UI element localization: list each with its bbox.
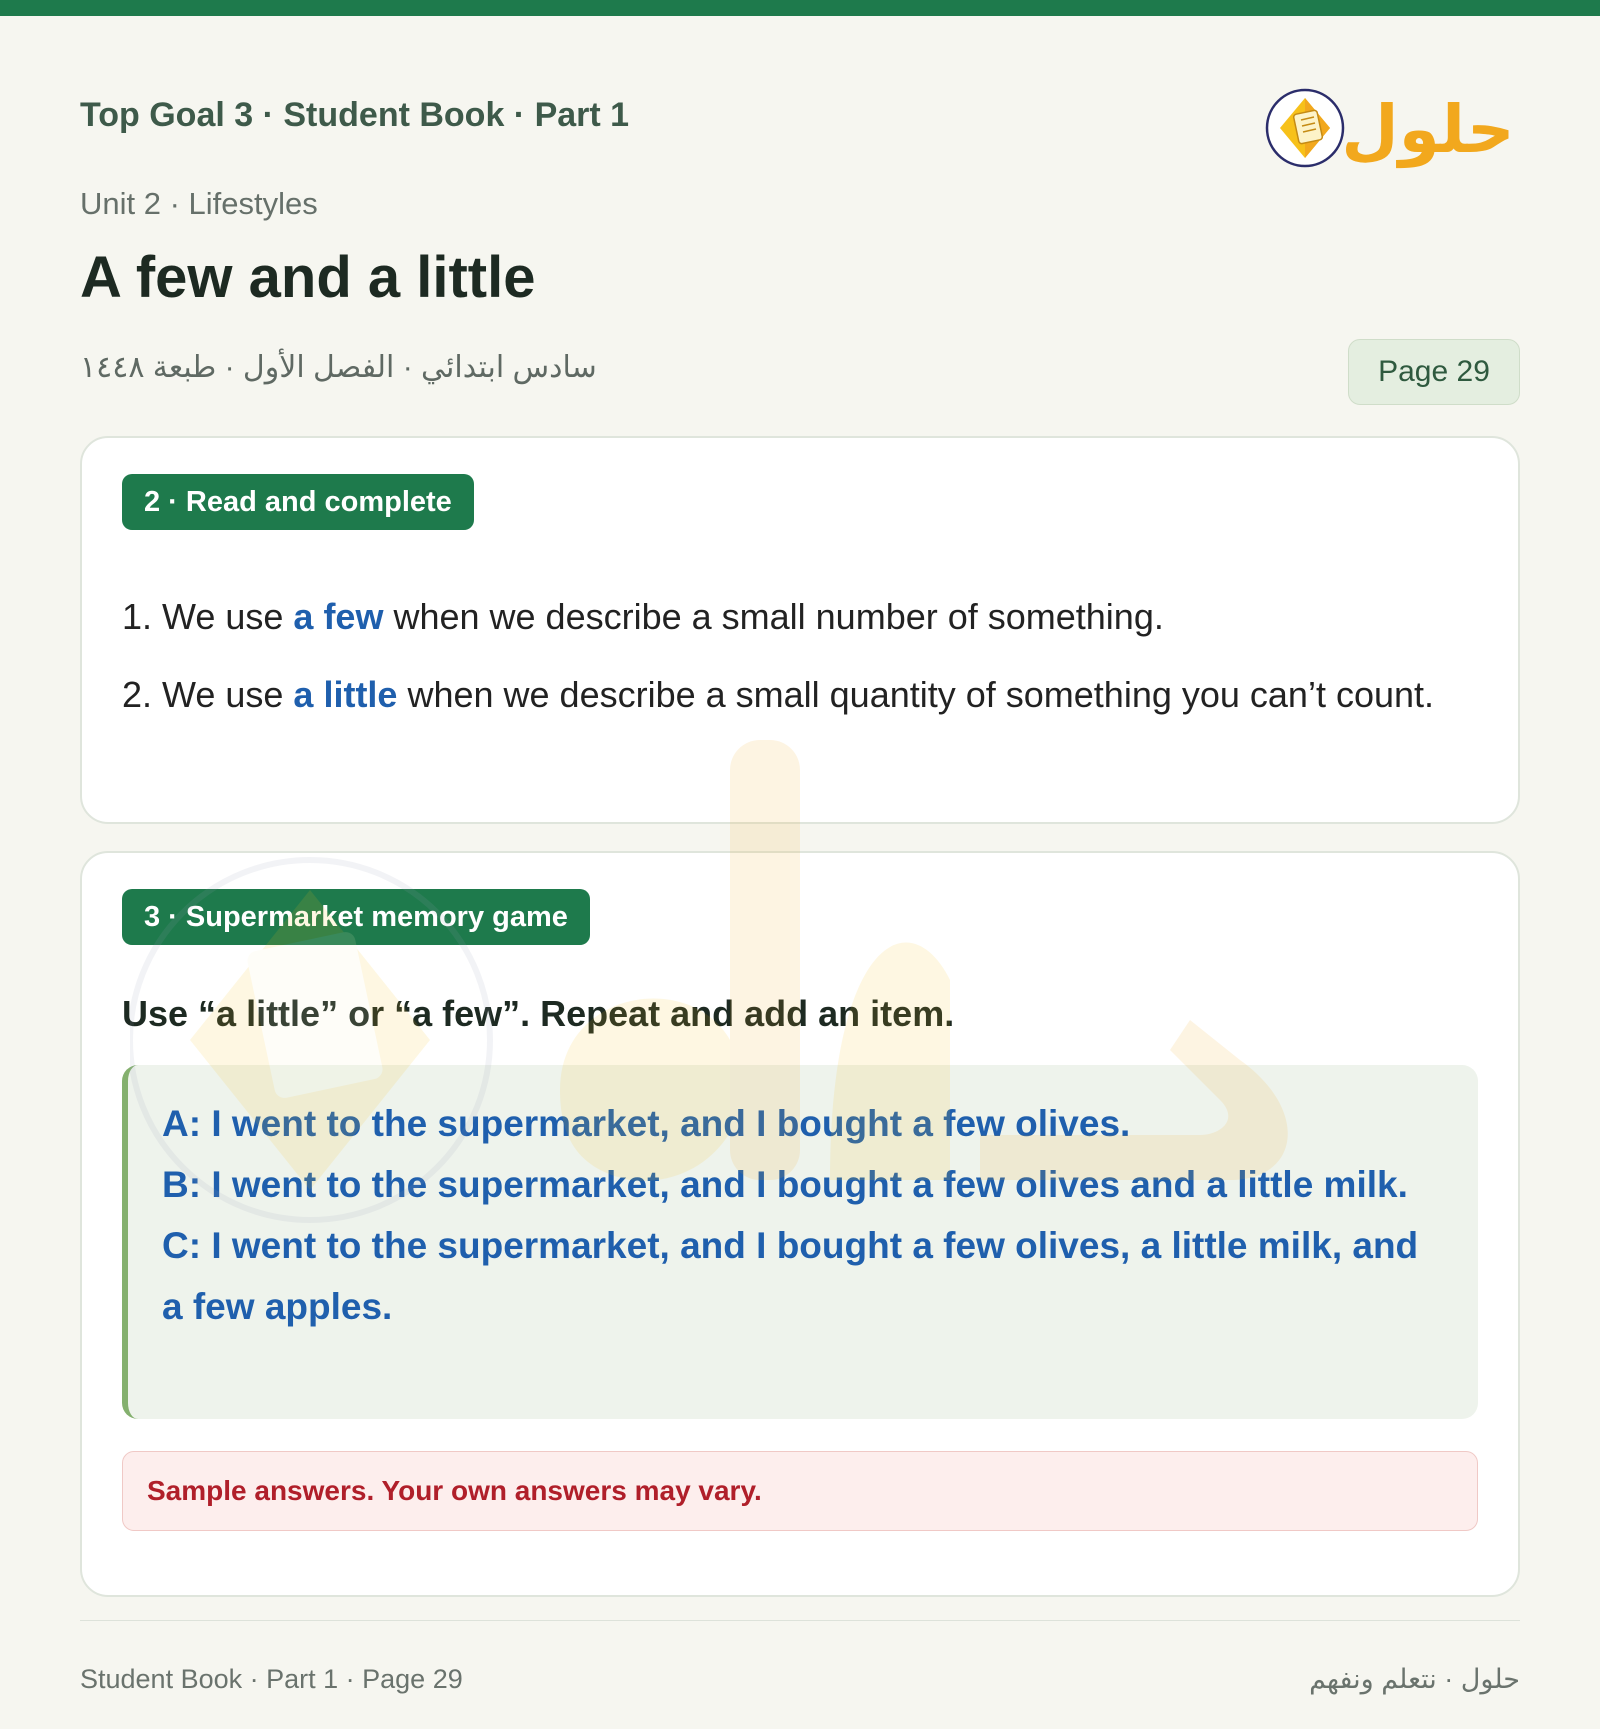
footer-page-info: Student Book · Part 1 · Page 29 bbox=[80, 1664, 463, 1694]
dialogue-line: C: I went to the supermarket, and I bought a few olives, a little milk, and a few apples. bbox=[162, 1225, 1419, 1327]
rule-highlight: a little bbox=[293, 674, 398, 715]
memory-game-card bbox=[80, 851, 1520, 1597]
page-badge: Page 29 bbox=[1348, 339, 1520, 405]
section-badge: 2 · Read and complete bbox=[122, 474, 474, 530]
footer-divider bbox=[80, 1620, 1520, 1621]
rule-text: 2. We use bbox=[122, 674, 294, 715]
sample-answer-note: Sample answers. Your own answers may vary. bbox=[122, 1451, 1478, 1531]
lesson-title: A few and a little bbox=[80, 245, 536, 310]
rule-highlight: a few bbox=[293, 596, 384, 637]
unit-label: Unit 2 · Lifestyles bbox=[80, 186, 318, 221]
book-sun-logo-icon bbox=[1260, 66, 1510, 186]
rule-text: when we describe a small quantity of something you can’t count. bbox=[397, 674, 1435, 715]
rule-line bbox=[122, 666, 1462, 724]
rule-text: when we describe a small number of something. bbox=[383, 596, 1164, 637]
arabic-meta: سادس ابتدائي · الفصل الأول · طبعة ١٤٤٨ bbox=[80, 351, 597, 384]
dialogue-line: A: I went to the supermarket, and I bought a few olives. bbox=[162, 1103, 1131, 1144]
dialogue-line: B: I went to the supermarket, and I bought a few olives and a little milk. bbox=[162, 1164, 1408, 1205]
rule-line bbox=[122, 588, 1462, 646]
section-badge: 3 · Supermarket memory game bbox=[122, 889, 590, 945]
site-logo[interactable] bbox=[1260, 66, 1510, 186]
dialogue-box bbox=[122, 1065, 1478, 1419]
footer-brand: حلول · نتعلم ونفهم bbox=[1309, 1664, 1520, 1694]
instruction-text: Use “a little” or “a few”. Repeat and add an item. bbox=[122, 993, 955, 1034]
rule-text: 1. We use bbox=[122, 596, 294, 637]
top-accent-bar bbox=[0, 0, 1600, 16]
book-title: Top Goal 3 · Student Book · Part 1 bbox=[80, 96, 630, 134]
logo-text: حلول bbox=[1341, 91, 1510, 168]
read-and-complete-card bbox=[80, 436, 1520, 824]
page bbox=[80, 16, 1520, 1729]
